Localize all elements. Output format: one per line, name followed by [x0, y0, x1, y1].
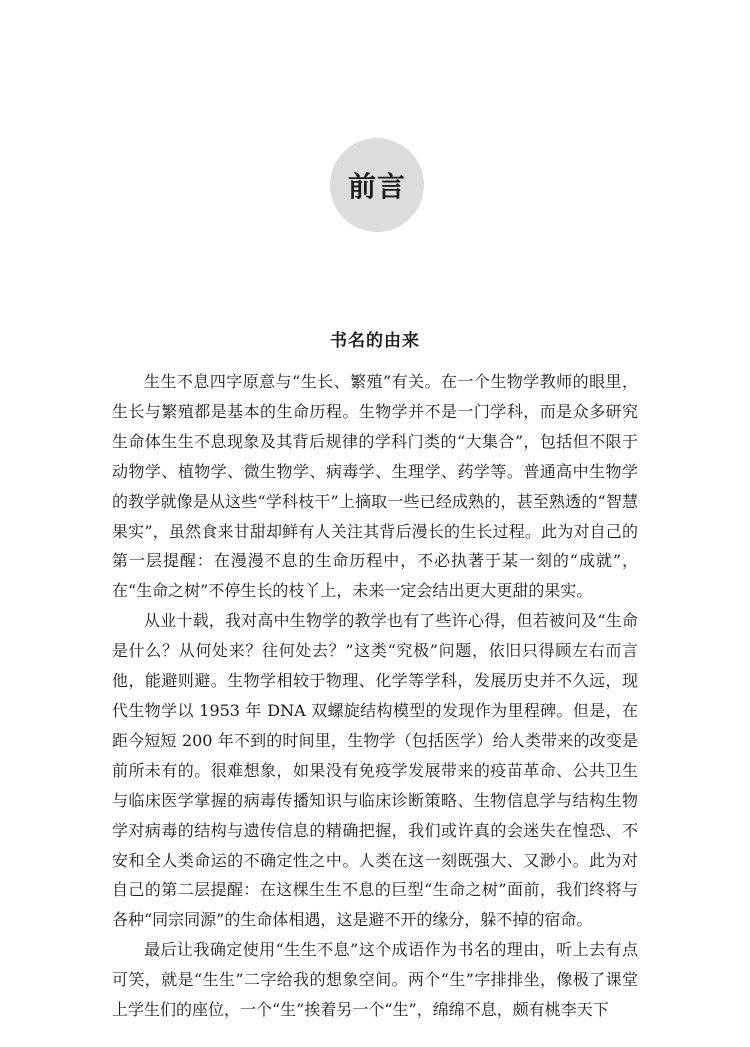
section-title: 书名的由来	[330, 331, 420, 351]
body-text	[112, 367, 638, 1025]
chapter-badge	[330, 138, 424, 232]
paragraph: 最后让我确定使用“生生不息”这个成语作为书名的理由，听上去有点可笑，就是“生生”二字给我的想象空间。两个“生”字排排坐，像极了课堂上学生们的座位，一个“生”挨着另一个“生”，绵绵不息，颇有桃李天下	[112, 940, 638, 1020]
chapter-title: 前言	[347, 170, 406, 203]
paragraph: 生生不息四字原意与“生长、繁殖”有关。在一个生物学教师的眼里，生长与繁殖都是基本的生命历程。生物学并不是一门学科，而是众多研究生命体生生不息现象及其背后规律的学科门类的“大集合”，包括但不限于动物学、植物学、微生物学、病毒学、生理学、药学等。普通高中生物学的教学就像是从这些“学科枝干”上摘取一些已经成熟的，甚至熟透的“智慧果实”，虽然食来甘甜却鲜有人关注其背后漫长的生长过程。此为对自己的第一层提醒：在漫漫不息的生命历程中，不必执著于某一刻的“成就”，在“生命之树”不停生长的枝丫上，未来一定会结出更大更甜的果实。	[112, 372, 638, 601]
paragraph: 从业十载，我对高中生物学的教学也有了些许心得，但若被问及“生命是什么？从何处来？往何处去？”这类“究极”问题，依旧只得顾左右而言他，能避则避。生物学相较于物理、化学等学科，发展历史并不久远，现代生物学以 1953 年 DNA 双螺旋结构模型的发现作为里程碑。但是，在距今短短 200 年不到的时间里，生物学（包括医学）给人类带来的改变是前所未有的。很难想象，如果没有免疫学发展带来的疫苗革命、公共卫生与临床医学掌握的病毒传播知识与临床诊断策略、生物信息学与结构生物学对病毒的结构与遗传信息的精确把握，我们或许真的会迷失在惶恐、不安和全人类命运的不确定性之中。人类在这一刻既强大、又渺小。此为对自己的第二层提醒：在这棵生生不息的巨型“生命之树”面前，我们终将与各种“同宗同源”的生命体相遇，这是避不开的缘分，躲不掉的宿命。	[112, 611, 638, 930]
